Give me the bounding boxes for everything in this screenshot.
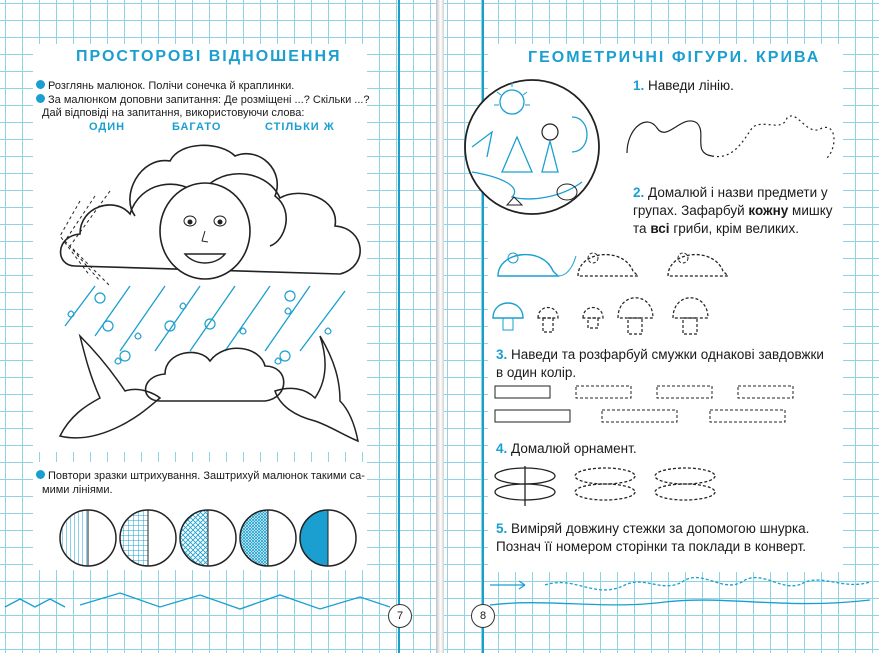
left-page-title: ПРОСТОРОВІ ВІДНОШЕННЯ	[76, 48, 342, 65]
hatch-circle-3	[180, 510, 236, 566]
task-2-bold-every: кожну	[748, 203, 789, 218]
scene-circle-illustration	[462, 77, 602, 217]
hatch-samples	[58, 505, 368, 575]
ornament-solid	[495, 466, 555, 506]
book-gutter	[436, 0, 444, 653]
mice-mushrooms	[488, 246, 738, 341]
curve-trace-line	[622, 108, 842, 168]
weather-illustration	[40, 136, 380, 456]
left-margin-line	[398, 0, 400, 653]
instruction-2-text: За малюнком доповни запитання: Де розміщені ...? Скільки ...?	[48, 94, 370, 106]
small-cloud	[146, 348, 284, 401]
task-5-text-b: Познач її номером сторінки та поклади в конверт.	[496, 539, 807, 554]
bullet-icon	[36, 80, 45, 89]
instruction-1	[36, 79, 294, 93]
hatch-instruction-1	[36, 469, 365, 483]
task-2-text-a: Домалюй і назви предмети у	[648, 185, 828, 200]
task-4-number: 4.	[496, 441, 508, 456]
task-2-text-c: мишку	[792, 203, 833, 218]
mouse-dashed-2	[668, 253, 728, 276]
task-3-number: 3.	[496, 347, 508, 362]
task-4	[496, 440, 637, 458]
instruction-3: Дай відповіді на запитання, використовуючи слова:	[42, 107, 305, 119]
word-one: ОДИН	[89, 121, 126, 133]
hatch-instruction-1-text: Повтори зразки штрихування. Заштрихуй малюнок такими са-	[48, 470, 365, 482]
task-2	[633, 184, 848, 238]
task-5-text-a: Виміряй довжину стежки за допомогою шнурка.	[511, 521, 810, 536]
task-3-text-b: в один колір.	[496, 365, 577, 380]
hatch-circle-4	[240, 510, 296, 566]
task-2-text-b: групах. Зафарбуй	[633, 203, 745, 218]
right-page-number: 8	[471, 604, 495, 628]
strips	[492, 382, 812, 432]
mushrooms-dashed	[538, 298, 708, 334]
task-2-text-d: та	[633, 221, 647, 236]
mushroom-solid	[493, 303, 523, 330]
task-5	[496, 520, 846, 556]
task-1-text: Наведи лінію.	[648, 78, 734, 93]
hatch-circle-5	[300, 510, 356, 566]
task-1	[633, 77, 734, 95]
right-page-title: ГЕОМЕТРИЧНІ ФІГУРИ. КРИВА	[528, 49, 821, 66]
task-3	[496, 346, 846, 382]
bullet-icon	[36, 94, 45, 103]
hatch-circle-1	[60, 510, 116, 566]
left-page-number: 7	[388, 604, 412, 628]
task-2-number: 2.	[633, 185, 645, 200]
task-4-text: Домалюй орнамент.	[511, 441, 637, 456]
word-many: БАГАТО	[172, 121, 222, 133]
ornament	[490, 462, 720, 512]
task-1-number: 1.	[633, 78, 645, 93]
mouse-dashed-1	[578, 253, 638, 276]
hatch-circle-2	[120, 510, 176, 566]
instruction-1-text: Розглянь малюнок. Полічи сонечка й краплинки.	[48, 80, 295, 92]
task-2-text-e: гриби, крім великих.	[673, 221, 799, 236]
instruction-2	[36, 93, 370, 107]
hatch-instruction-2: мими лініями.	[42, 484, 113, 496]
bullet-icon	[36, 470, 45, 479]
word-same: СТІЛЬКИ Ж	[265, 121, 335, 133]
task-3-text-a: Наведи та розфарбуй смужки однакові завдовжки	[511, 347, 824, 362]
task-2-bold-all: всі	[650, 221, 670, 236]
mouse-solid	[498, 253, 576, 276]
ornament-dashed-2	[655, 468, 715, 500]
left-path-line	[0, 585, 390, 625]
task-5-number: 5.	[496, 521, 508, 536]
right-path-line	[485, 570, 875, 615]
ornament-dashed-1	[575, 468, 635, 500]
